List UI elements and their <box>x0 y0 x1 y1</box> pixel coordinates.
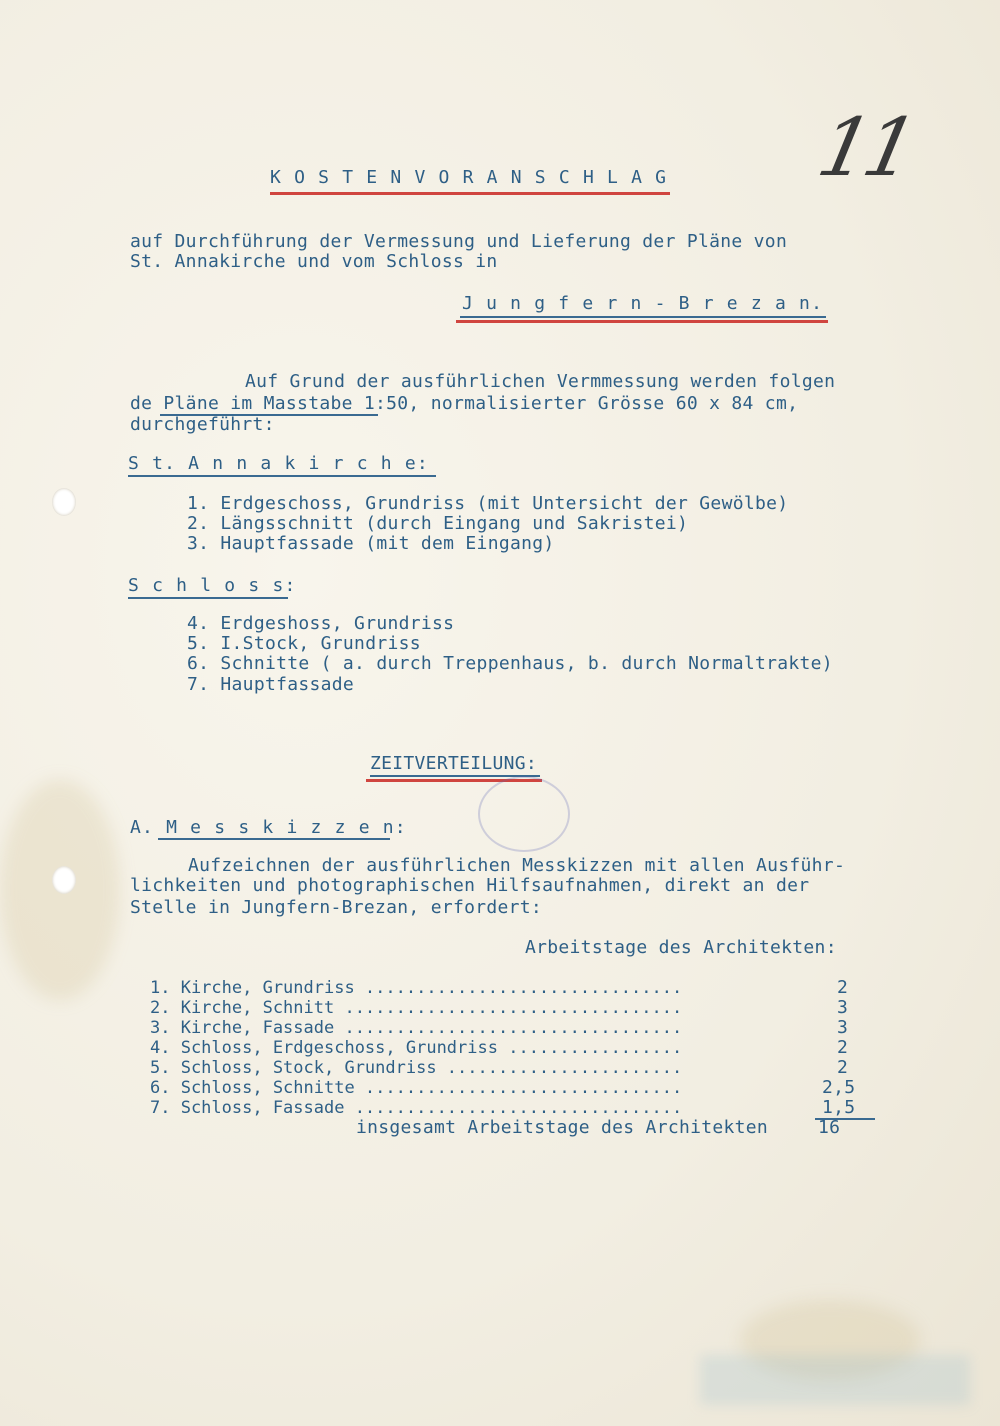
ink-smudge <box>700 1355 970 1405</box>
castle-heading-underline <box>128 597 288 599</box>
workdays-value: 3 <box>837 1017 849 1038</box>
church-heading: S t. A n n a k i r c h e: <box>128 453 429 474</box>
intro-line-2: de Pläne im Masstabe 1:50, normalisierter Grösse 60 x 84 cm, <box>130 393 799 414</box>
workdays-row: 7. Schloss, Fassade ................................ <box>150 1098 683 1118</box>
place-underline-red <box>456 320 828 323</box>
church-item-1: 1. Erdgeschoss, Grundriss (mit Untersicht der Gewölbe) <box>187 493 789 514</box>
church-item-2: 2. Längsschnitt (durch Eingang und Sakristei) <box>187 513 689 534</box>
time-allocation-heading: ZEITVERTEILUNG: <box>370 753 538 774</box>
workdays-row: 3. Kirche, Fassade ................................. <box>150 1018 683 1038</box>
workdays-row: 4. Schloss, Erdgeschoss, Grundriss ................. <box>150 1038 683 1058</box>
intro-line-3: durchgeführt: <box>130 414 275 435</box>
workdays-value: 3 <box>837 997 849 1018</box>
workdays-value: 2 <box>837 1037 849 1058</box>
workdays-value: 1,5 <box>822 1097 856 1118</box>
title-underline <box>270 192 670 195</box>
sketches-heading-underline <box>158 838 390 840</box>
sketches-text-1: Aufzeichnen der ausführlichen Messkizzen mit allen Ausführ- <box>188 855 846 876</box>
workdays-row: 1. Kirche, Grundriss ............................... <box>150 978 683 998</box>
church-heading-underline <box>128 475 436 477</box>
castle-heading: S c h l o s s: <box>128 575 297 596</box>
intro-line-1: Auf Grund der ausführlichen Vermmessung werden folgen <box>245 371 836 392</box>
total-value: 16 <box>818 1117 841 1138</box>
faint-stamp <box>478 776 570 852</box>
place-heading: J u n g f e r n - B r e z a n. <box>462 293 824 314</box>
punch-hole <box>52 866 76 894</box>
total-label: insgesamt Arbeitstage des Architekten <box>356 1117 769 1138</box>
church-item-3: 3. Hauptfassade (mit dem Eingang) <box>187 533 555 554</box>
sketches-text-2: lichkeiten und photographischen Hilfsaufnahmen, direkt an der <box>130 875 810 896</box>
document-title: K O S T E N V O R A N S C H L A G <box>270 167 668 188</box>
castle-item-7: 7. Hauptfassade <box>187 674 355 695</box>
workdays-value: 2,5 <box>822 1077 856 1098</box>
sketches-text-3: Stelle in Jungfern-Brezan, erfordert: <box>130 897 543 918</box>
workdays-row: 6. Schloss, Schnitte ............................... <box>150 1078 683 1098</box>
workdays-value: 2 <box>837 1057 849 1078</box>
workdays-column-header: Arbeitstage des Architekten: <box>525 937 837 958</box>
castle-item-5: 5. I.Stock, Grundriss <box>187 633 421 654</box>
workdays-value: 2 <box>837 977 849 998</box>
castle-item-4: 4. Erdgeshoss, Grundriss <box>187 613 455 634</box>
subtitle-line-1: auf Durchführung der Vermessung und Lieferung der Pläne von <box>130 231 788 252</box>
place-underline <box>460 316 826 318</box>
castle-item-6: 6. Schnitte ( a. durch Treppenhaus, b. durch Normaltrakte) <box>187 653 833 674</box>
sketches-heading: A. M e s s k i z z e n: <box>130 817 407 838</box>
punch-hole <box>52 488 76 516</box>
subtitle-line-2: St. Annakirche und vom Schloss in <box>130 251 498 272</box>
workdays-row: 5. Schloss, Stock, Grundriss ....................... <box>150 1058 683 1078</box>
workdays-row: 2. Kirche, Schnitt ................................. <box>150 998 683 1018</box>
handwritten-page-number: 11 <box>810 101 920 194</box>
